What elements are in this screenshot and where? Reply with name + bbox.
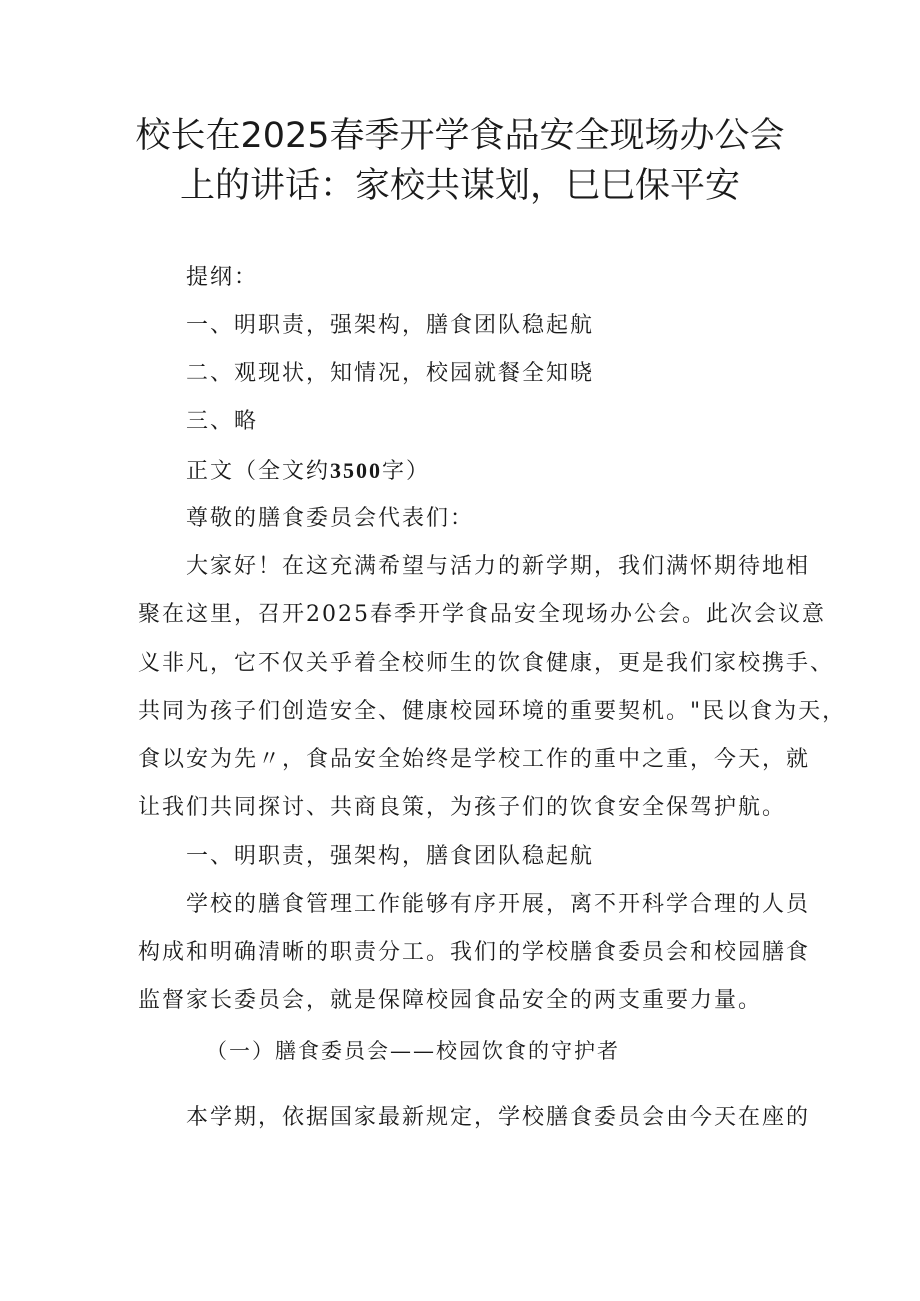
document-title-line-2: 上的讲话：家校共谋划，巳巳保平安	[179, 166, 740, 206]
paragraph-1-line-1: 大家好！在这充满希望与活力的新学期，我们满怀期待地相	[186, 554, 811, 579]
outline-item-2: 二、观现状，知情况，校园就餐全知晓	[186, 361, 595, 386]
paragraph-1-line-3: 义非凡，它不仅关乎着全校师生的饮食健康，更是我们家校携手、	[138, 651, 835, 676]
paragraph-3-line-1: 本学期，依据国家最新规定，学校膳食委员会由今天在座的	[186, 1105, 811, 1130]
document-title-line-1: 校长在2025春季开学食品安全现场办公会	[135, 116, 785, 156]
outline-item-3: 三、略	[186, 409, 259, 434]
paragraph-2-line-3: 监督家长委员会，就是保障校园食品安全的两支重要力量。	[138, 988, 763, 1013]
subsection-1-heading: （一）膳食委员会——校园饮食的守护者	[206, 1039, 620, 1063]
body-label	[186, 456, 430, 487]
greeting: 尊敬的膳食委员会代表们：	[186, 506, 475, 531]
body-label-prefix: 正文（全文约	[186, 459, 331, 484]
paragraph-1-line-6: 让我们共同探讨、共商良策，为孩子们的饮食安全保驾护航。	[138, 795, 787, 820]
paragraph-1-line-5: 食以安为先〃，食品安全始终是学校工作的重中之重，今天，就	[138, 747, 811, 772]
paragraph-1-line-2: 聚在这里，召开2025春季开学食品安全现场办公会。此次会议意	[138, 602, 826, 627]
section-1-heading: 一、明职责，强架构，膳食团队稳起航	[186, 844, 595, 869]
paragraph-1-line-4: 共同为孩子们创造安全、健康校园环境的重要契机。"民以食为天，	[138, 699, 847, 724]
paragraph-2-line-2: 构成和明确清晰的职责分工。我们的学校膳食委员会和校园膳食	[138, 940, 811, 965]
body-label-suffix: 字）	[382, 459, 431, 484]
paragraph-2-line-1: 学校的膳食管理工作能够有序开展，离不开科学合理的人员	[186, 892, 811, 917]
body-label-word-count: 3500	[330, 458, 383, 483]
outline-label: 提纲：	[186, 265, 259, 290]
outline-item-1: 一、明职责，强架构，膳食团队稳起航	[186, 313, 595, 338]
